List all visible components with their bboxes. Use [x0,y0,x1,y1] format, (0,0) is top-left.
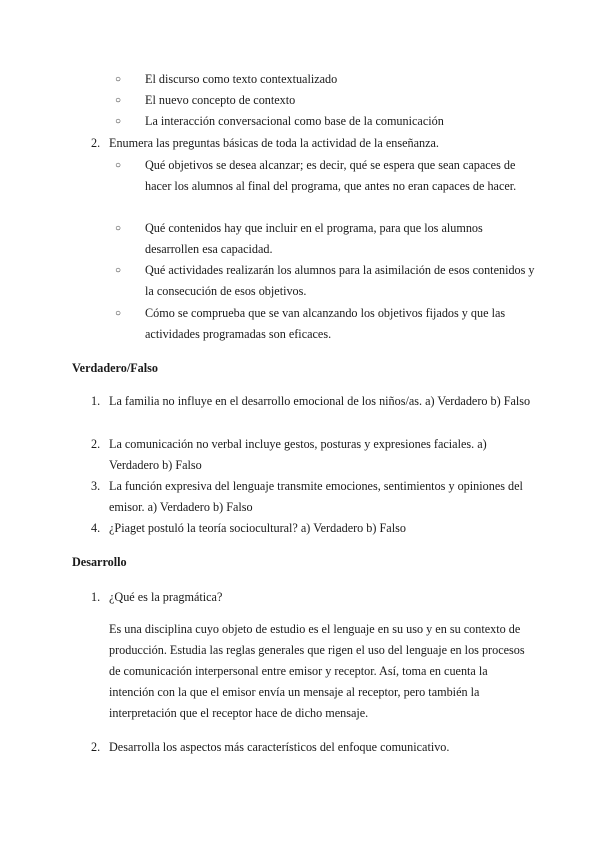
item-number: 4. [91,521,101,535]
hollow-bullet-icon: ○ [115,95,122,106]
hollow-bullet-icon: ○ [115,116,122,127]
hollow-bullet-icon: ○ [115,160,122,171]
sub-list-item [115,260,535,302]
numbered-item [91,133,531,154]
item-text: ¿Piaget postuló la teoría sociocultural? a) Verdadero b) Falso [109,521,406,535]
sub-list-item [115,90,535,111]
item-text: La familia no influye en el desarrollo emocional de los niños/as. a) Verdadero b) Falso [109,394,531,408]
sub-list-item [115,111,535,132]
hollow-bullet-icon: ○ [115,223,122,234]
item-text: La comunicación no verbal incluye gestos, posturas y expresiones faciales. a) Verdadero b) Falso [109,437,487,472]
sub-list-item-text: El discurso como texto contextualizado [145,72,338,86]
sub-list-item-text: Qué contenidos hay que incluir en el programa, para que los alumnos desarrollen esa capacidad. [145,221,483,256]
item-text: ¿Qué es la pragmática? [109,590,223,604]
item-number: 2. [91,437,101,451]
item-number: 2. [91,136,101,150]
sub-list-item [115,303,535,345]
sub-list-item [115,218,535,260]
item-text: La función expresiva del lenguaje transmite emociones, sentimientos y opiniones del emisor. a) Verdadero b) Falso [109,479,523,514]
answer-paragraph: Es una disciplina cuyo objeto de estudio es el lenguaje en su uso y en su contexto de producción. Estudia las reglas generales que rigen el uso del lenguaje en los procesos de comunicación interpersonal entre emisor y receptor. Así, toma en cuenta la intención con la que el emisor envía un mensaje al receptor, pero también la interpretación que el receptor hace de dicho mensaje. [109,622,525,720]
item-text: Desarrolla los aspectos más característicos del enfoque comunicativo. [109,740,450,754]
numbered-item [91,391,531,412]
sub-list-item-text: Qué objetivos se desea alcanzar; es decir, qué se espera que sean capaces de hacer los alumnos al final del programa, que antes no eran capaces de hacer. [145,158,517,193]
item-text: Enumera las preguntas básicas de toda la actividad de la enseñanza. [109,136,439,150]
numbered-item [91,737,531,758]
sub-list-item [115,155,535,197]
sub-list-item-text: La interacción conversacional como base de la comunicación [145,114,444,128]
item-number: 3. [91,479,101,493]
hollow-bullet-icon: ○ [115,74,122,85]
numbered-item [91,434,531,476]
item-number: 1. [91,394,101,408]
section-heading-verdadero-falso: Verdadero/Falso [72,361,158,375]
hollow-bullet-icon: ○ [115,308,122,319]
sub-list-item-text: El nuevo concepto de contexto [145,93,296,107]
item-number: 1. [91,590,101,604]
sub-list-item-text: Qué actividades realizarán los alumnos para la asimilación de esos contenidos y la consecución de esos objetivos. [145,263,535,298]
numbered-item [91,587,531,608]
item-number: 2. [91,740,101,754]
section-heading-desarrollo: Desarrollo [72,555,127,569]
sub-list-item [115,69,535,90]
sub-list-item-text: Cómo se comprueba que se van alcanzando los objetivos fijados y que las actividades programadas son eficaces. [145,306,506,341]
numbered-item [91,476,531,518]
hollow-bullet-icon: ○ [115,265,122,276]
numbered-item [91,518,531,539]
